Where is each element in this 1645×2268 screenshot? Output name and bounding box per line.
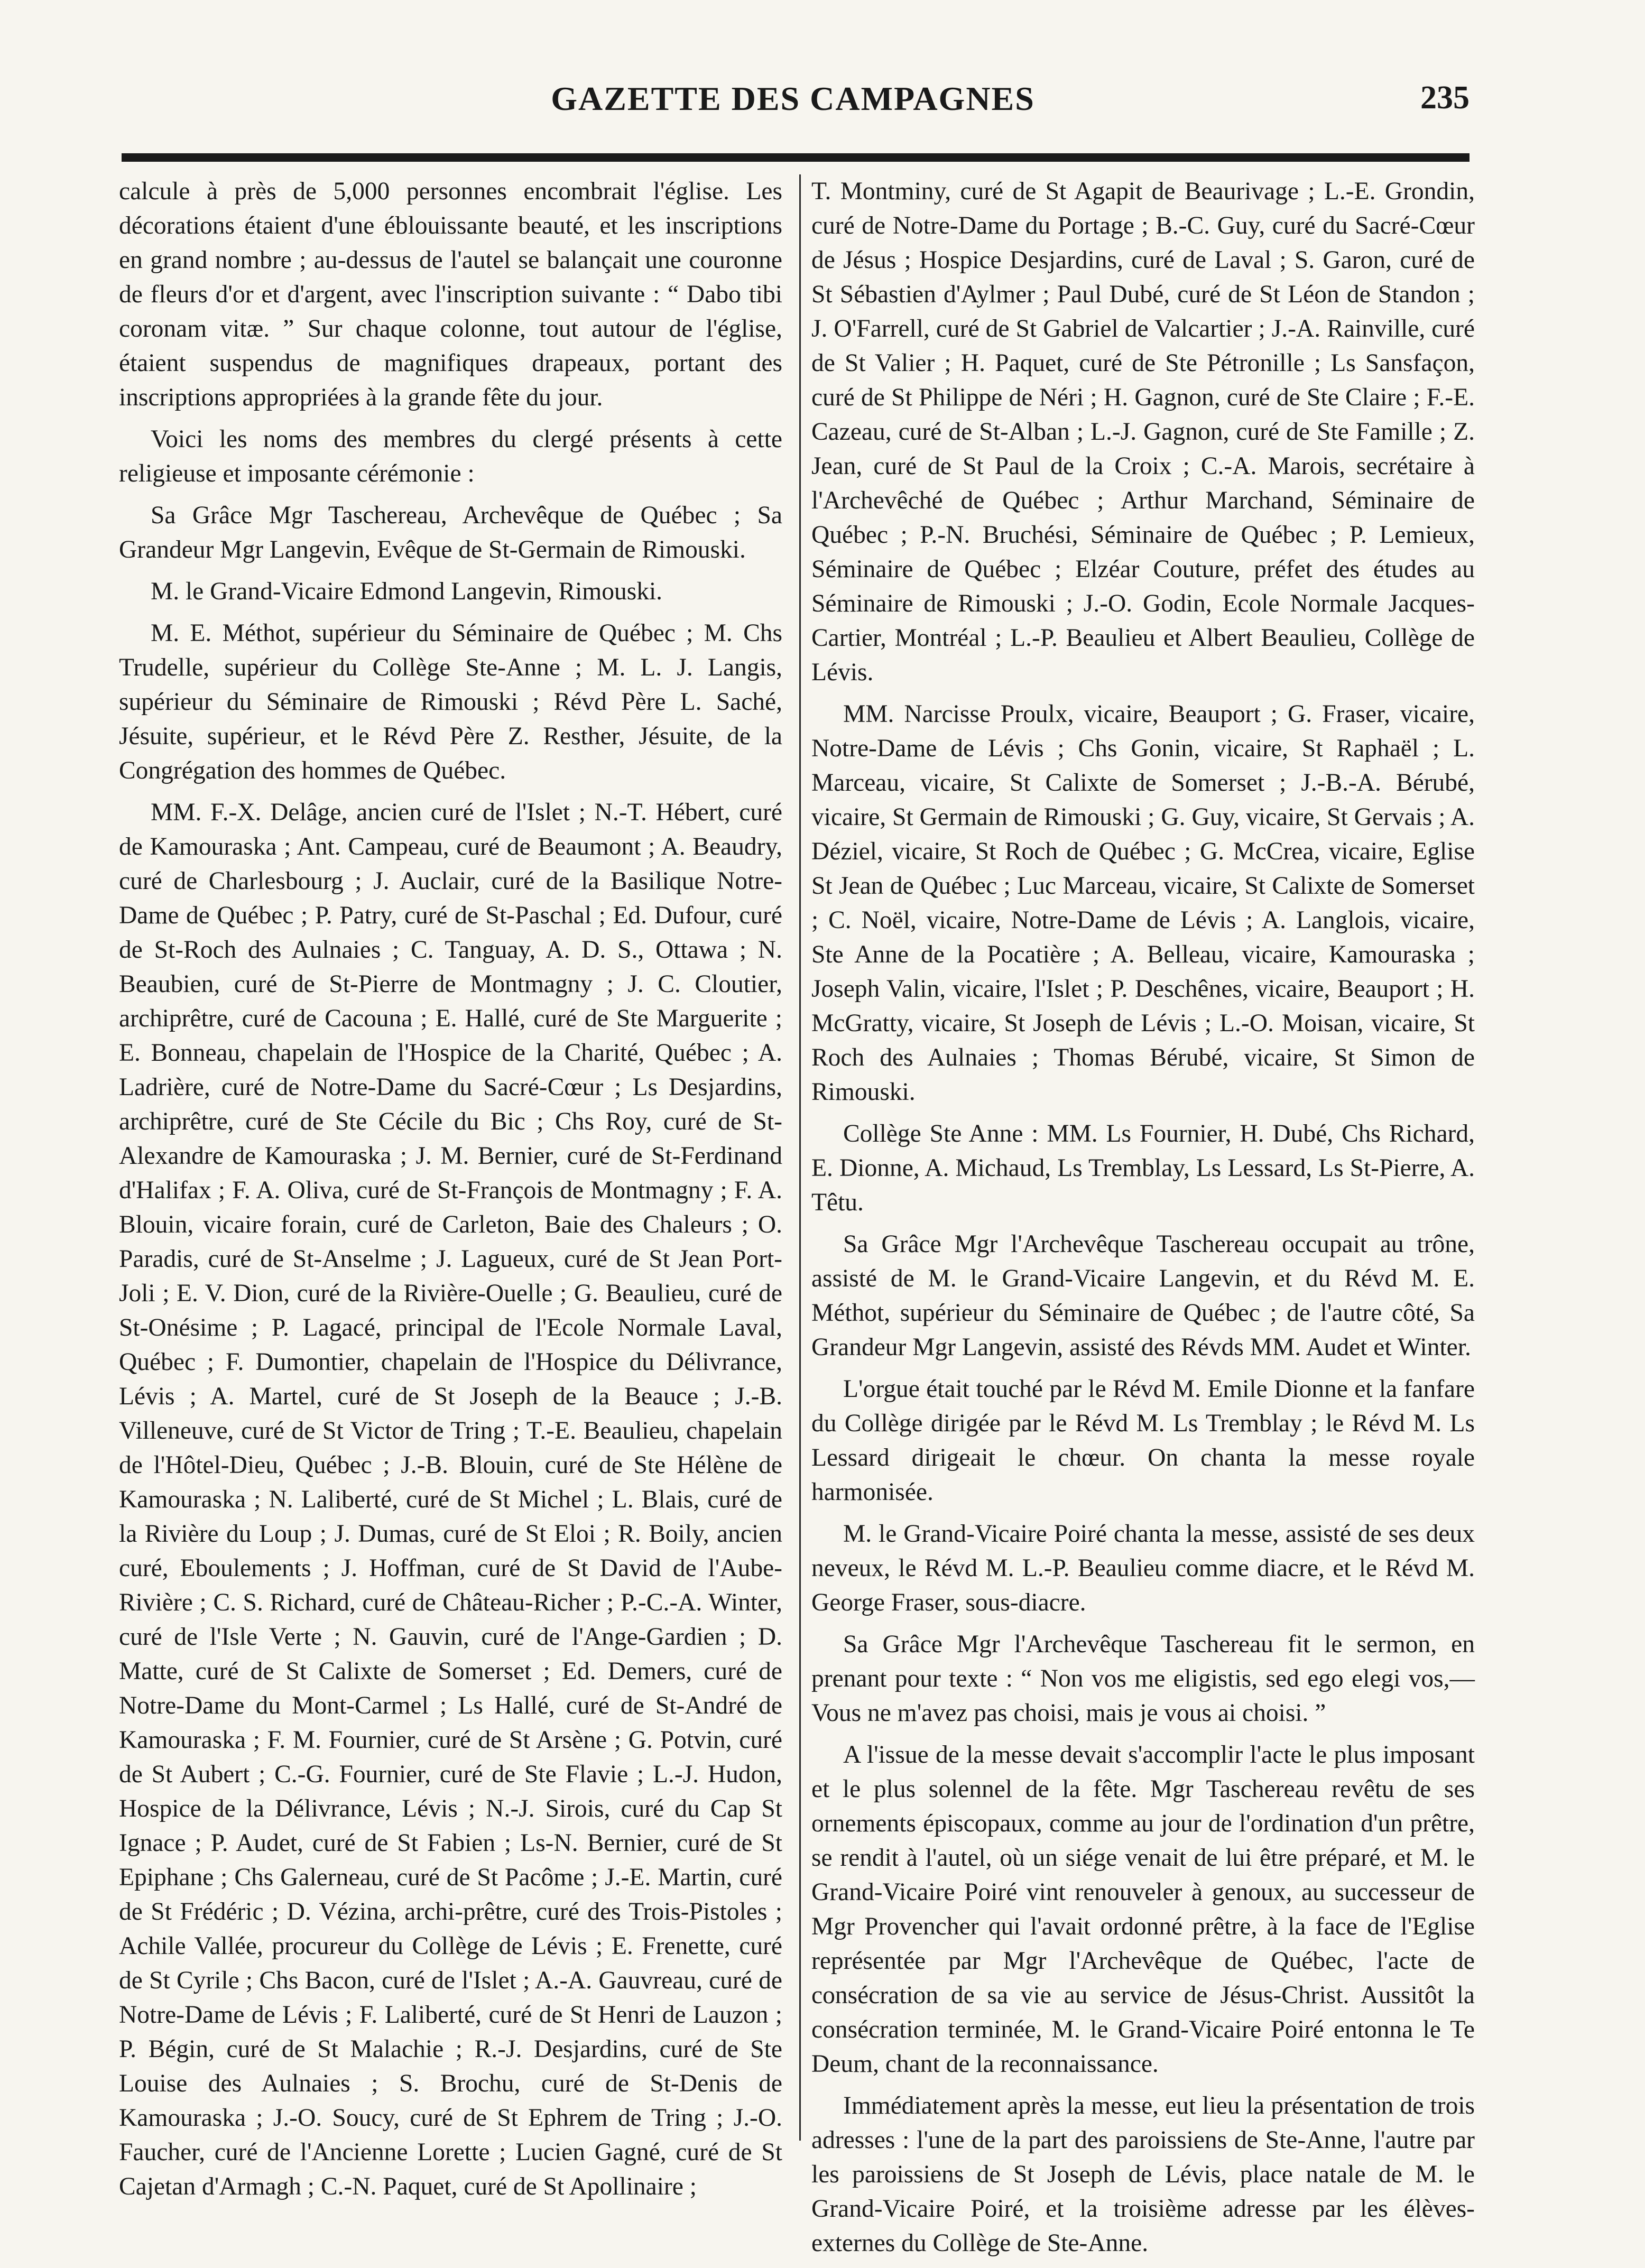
- paragraph: Voici les noms des membres du clergé présents à cette religieuse et imposante cérémonie :: [119, 425, 782, 487]
- paragraph: Sa Grâce Mgr l'Archevêque Taschereau occupait au trône, assisté de M. le Grand-Vicaire Langevin, et du Révd M. E. Méthot, supérieur du Séminaire de Québec ; de l'autre côté, Sa Grandeur Mgr Langevin, assisté des Révds MM. Audet et Winter.: [811, 1230, 1475, 1361]
- paragraph: Collège Ste Anne : MM. Ls Fournier, H. Dubé, Chs Richard, E. Dionne, A. Michaud, Ls Tremblay, Ls Lessard, Ls St-Pierre, A. Têtu.: [811, 1120, 1475, 1216]
- paragraph: M. le Grand-Vicaire Poiré chanta la messe, assisté de ses deux neveux, le Révd M. L.-P. Beaulieu comme diacre, et le Révd M. George Fraser, sous-diacre.: [811, 1520, 1475, 1616]
- header-rule: [122, 153, 1470, 162]
- paragraph: A l'issue de la messe devait s'accomplir l'acte le plus imposant et le plus solennel de la fête. Mgr Taschereau revêtu de ses ornements épiscopaux, comme au jour de l'ordination d'un prêtre, se rendit à l'autel, où un siége venait de lui être préparé, et M. le Grand-Vicaire Poiré vint renouveler à genoux, au successeur de Mgr Provencher qui l'avait ordonné prêtre, à la face de l'Eglise représentée par Mgr l'Archevêque de Québec, l'acte de consécration de sa vie au service de Jésus-Christ. Aussitôt la consécration terminée, M. le Grand-Vicaire Poiré entonna le Te Deum, chant de la reconnaissance.: [811, 1741, 1475, 2078]
- page-header: [116, 79, 1470, 137]
- paragraph: Immédiatement après la messe, eut lieu la présentation de trois adresses : l'une de la part des paroissiens de Ste-Anne, l'autre par les paroissiens de St Joseph de Lévis, place natale de M. le Grand-Vicaire Poiré, et la troisième adresse par les élèves-externes du Collège de Ste-Anne.: [811, 2092, 1475, 2257]
- paragraph: MM. F.-X. Delâge, ancien curé de l'Islet ; N.-T. Hébert, curé de Kamouraska ; Ant. Campeau, curé de Beaumont ; A. Beaudry, curé de Charlesbourg ; J. Auclair, curé de la Basilique Notre-Dame de Québec ; P. Patry, curé de St-Paschal ; Ed. Dufour, curé de St-Roch des Aulnaies ; C. Tanguay, A. D. S., Ottawa ; N. Beaubien, curé de St-Pierre de Montmagny ; J. C. Cloutier, archiprêtre, curé de Cacouna ; E. Hallé, curé de Ste Marguerite ; E. Bonneau, chapelain de l'Hospice de la Charité, Québec ; A. Ladrière, curé de Notre-Dame du Sacré-Cœur ; Ls Desjardins, archiprêtre, curé de Ste Cécile du Bic ; Chs Roy, curé de St-Alexandre de Kamouraska ; J. M. Bernier, curé de St-Ferdinand d'Halifax ; F. A. Oliva, curé de St-François de Montmagny ; F. A. Blouin, vicaire forain, curé de Carleton, Baie des Chaleurs ; O. Paradis, curé de St-Anselme ; J. Lagueux, curé de St Jean Port-Joli ; E. V. Dion, curé de la Rivière-Ouelle ; G. Beaulieu, curé de St-Onésime ; P. Lagacé, principal de l'Ecole Normale Laval, Québec ; F. Dumontier, chapelain de l'Hospice du Délivrance, Lévis ; A. Martel, curé de St Joseph de la Beauce ; J.-B. Villeneuve, curé de St Victor de Tring ; T.-E. Beaulieu, chapelain de l'Hôtel-Dieu, Québec ; J.-B. Blouin, curé de Ste Hélène de Kamouraska ; N. Laliberté, curé de St Michel ; L. Blais, curé de la Rivière du Loup ; J. Dumas, curé de St Eloi ; R. Boily, ancien curé, Eboulements ; J. Hoffman, curé de St David de l'Aube-Rivière ; C. S. Richard, curé de Château-Richer ; P.-C.-A. Winter, curé de l'Isle Verte ; N. Gauvin, curé de l'Ange-Gardien ; D. Matte, curé de St Calixte de Somerset ; Ed. Demers, curé de Notre-Dame du Mont-Carmel ; Ls Hallé, curé de St-André de Kamouraska ; F. M. Fournier, curé de St Arsène ; G. Potvin, curé de St Aubert ; C.-G. Fournier, curé de Ste Flavie ; L.-J. Hudon, Hospice de la Délivrance, Lévis ; N.-J. Sirois, curé du Cap St Ignace ; P. Audet, curé de St Fabien ; Ls-N. Bernier, curé de St Epiphane ; Chs Galerneau, curé de St Pacôme ; J.-E. Martin, curé de St Frédéric ; D. Vézina, archi-prêtre, curé des Trois-Pistoles ; Achile Vallée, procureur du Collège de Lévis ; E. Frenette, curé de St Cyrile ; Chs Bacon, curé de l'Islet ; A.-A. Gauvreau, curé de Notre-Dame de Lévis ; F. Laliberté, curé de St Henri de Lauzon ; P. Bégin, curé de St Malachie ; R.-J. Desjardins, curé de Ste Louise des Aulnaies ; S. Brochu, curé de St-Denis de Kamouraska ; J.-O. Soucy, curé de St Ephrem de Tring ; J.-O. Faucher, curé de l'Ancienne Lorette ; Lucien Gagné, curé de St Cajetan d'Armagh ; C.-N. Paquet, curé de St Apollinaire ;: [119, 799, 782, 2200]
- paragraph: L'orgue était touché par le Révd M. Emile Dionne et la fanfare du Collège dirigée par le Révd M. Ls Tremblay ; le Révd M. Ls Lessard dirigeait le chœur. On chanta la messe royale harmonisée.: [811, 1375, 1475, 1506]
- paragraph: Sa Grâce Mgr Taschereau, Archevêque de Québec ; Sa Grandeur Mgr Langevin, Evêque de St-Germain de Rimouski.: [119, 502, 782, 563]
- paragraph: T. Montminy, curé de St Agapit de Beaurivage ; L.-E. Grondin, curé de Notre-Dame du Portage ; B.-C. Guy, curé du Sacré-Cœur de Jésus ; Hospice Desjardins, curé de Laval ; S. Garon, curé de St Sébastien d'Aylmer ; Paul Dubé, curé de St Léon de Standon ; J. O'Farrell, curé de St Gabriel de Valcartier ; J.-A. Rainville, curé de St Valier ; H. Paquet, curé de Ste Pétronille ; Ls Sansfaçon, curé de St Philippe de Néri ; H. Gagnon, curé de Ste Claire ; F.-E. Cazeau, curé de St-Alban ; L.-J. Gagnon, curé de Ste Famille ; Z. Jean, curé de St Paul de la Croix ; C.-A. Marois, secrétaire à l'Archevêché de Québec ; Arthur Marchand, Séminaire de Québec ; P.-N. Bruchési, Séminaire de Québec ; P. Lemieux, Séminaire de Québec ; Elzéar Couture, préfet des études au Séminaire de Rimouski ; J.-O. Godin, Ecole Normale Jacques-Cartier, Montréal ; L.-P. Beaulieu et Albert Beaulieu, Collège de Lévis.: [811, 178, 1475, 686]
- page-number: 235: [1420, 80, 1470, 116]
- running-title: GAZETTE DES CAMPAGNES: [551, 80, 1035, 117]
- right-column: [811, 174, 1475, 2268]
- paragraph: Sa Grâce Mgr l'Archevêque Taschereau fit le sermon, en prenant pour texte : “ Non vos me eligistis, sed ego elegi vos,—Vous ne m'avez pas choisi, mais je vous ai choisi. ”: [811, 1631, 1475, 1727]
- column-divider: [799, 174, 801, 2141]
- paragraph: M. le Grand-Vicaire Edmond Langevin, Rimouski.: [151, 578, 663, 605]
- paragraph: MM. Narcisse Proulx, vicaire, Beauport ; G. Fraser, vicaire, Notre-Dame de Lévis ; Chs Gonin, vicaire, St Raphaël ; L. Marceau, vicaire, St Calixte de Somerset ; J.-B.-A. Bérubé, vicaire, St Germain de Rimouski ; G. Guy, vicaire, St Gervais ; A. Déziel, vicaire, St Roch de Québec ; G. McCrea, vicaire, Eglise St Jean de Québec ; Luc Marceau, vicaire, St Calixte de Somerset ; C. Noël, vicaire, Notre-Dame de Lévis ; A. Langlois, vicaire, Ste Anne de la Pocatière ; A. Belleau, vicaire, Kamouraska ; Joseph Valin, vicaire, l'Islet ; P. Deschênes, vicaire, Beauport ; H. McGratty, vicaire, St Joseph de Lévis ; L.-O. Moisan, vicaire, St Roch des Aulnaies ; Thomas Bérubé, vicaire, St Simon de Rimouski.: [811, 700, 1475, 1106]
- left-column: [119, 174, 782, 2211]
- paragraph: calcule à près de 5,000 personnes encombrait l'église. Les décorations étaient d'une éblouissante beauté, et les inscriptions en grand nombre ; au-dessus de l'autel se balançait une couronne de fleurs d'or et d'argent, avec l'inscription suivante : “ Dabo tibi coronam vitæ. ” Sur chaque colonne, tout autour de l'église, étaient suspendus de magnifiques drapeaux, portant des inscriptions appropriées à la grande fête du jour.: [119, 178, 782, 411]
- paragraph: M. E. Méthot, supérieur du Séminaire de Québec ; M. Chs Trudelle, supérieur du Collège Ste-Anne ; M. L. J. Langis, supérieur du Séminaire de Rimouski ; Révd Père L. Saché, Jésuite, supérieur, et le Révd Père Z. Resther, Jésuite, de la Congrégation des hommes de Québec.: [119, 619, 782, 784]
